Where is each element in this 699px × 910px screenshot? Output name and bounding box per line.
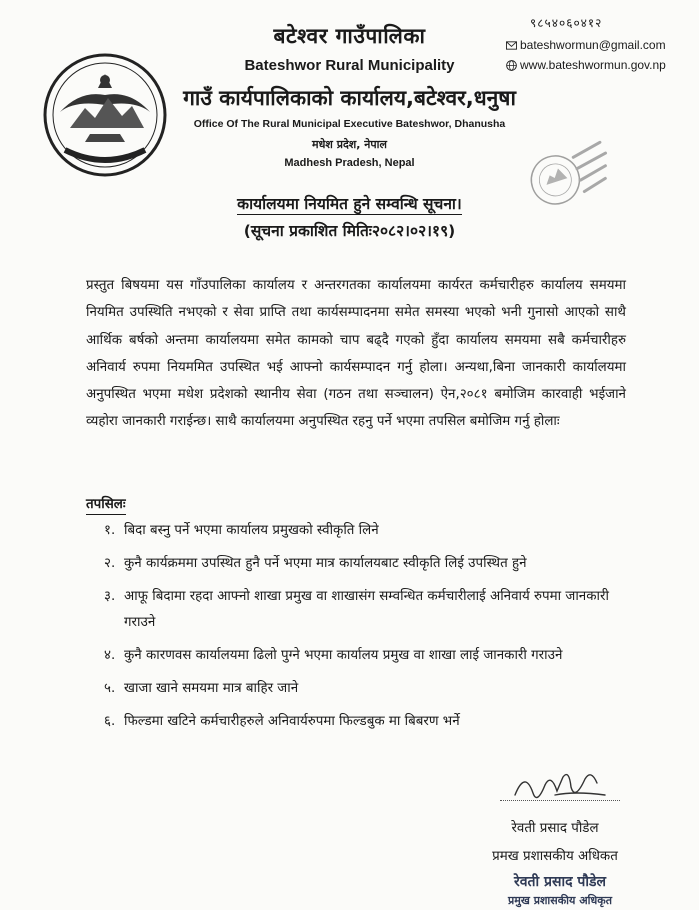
contact-website[interactable] xyxy=(506,58,666,72)
list-item-text: फिल्डमा खटिने कर्मचारीहरुले अनिवार्यरुपमा फिल्डबुक मा बिबरण भर्ने xyxy=(124,714,460,729)
list-item-number: ६. xyxy=(104,714,116,729)
list-item-text: खाजा खाने समयमा मात्र बाहिर जाने xyxy=(124,681,299,696)
globe-icon xyxy=(506,60,517,71)
list-item-text: कुनै कार्यक्रममा उपस्थित हुनै पर्ने भएमा मात्र कार्यालयबाट स्वीकृति लिई उपस्थित हुने xyxy=(124,556,527,571)
list-item xyxy=(104,518,644,544)
list-item-number: २. xyxy=(104,556,116,571)
contact-phone: ९८५४०६०४१२ xyxy=(530,16,603,30)
office-name-english: Office Of The Rural Municipal Executive Bateshwor, Dhanusha xyxy=(193,118,506,130)
notice-date: (सूचना प्रकाशित मितिः२०८२।०२।१९) xyxy=(243,222,456,240)
list-item xyxy=(104,551,644,577)
municipality-name-english: Bateshwor Rural Municipality xyxy=(244,57,455,74)
handwritten-signature xyxy=(505,765,615,810)
instruction-list xyxy=(104,518,644,742)
signatory-post: प्रमख प्रशासकीय अधिकत xyxy=(492,849,618,864)
municipality-name-nepali: बटेश्वर गाउँपालिका xyxy=(273,24,426,48)
notice-body: प्रस्तुत बिषयमा यस गाँउपालिका कार्यालय र अन्तरगतका कार्यालयमा कार्यरत कर्मचारीहरु कार्यालय समयमा नियमित उपस्थिति नभएको र सेवा प्राप्ति तथा कार्यसम्पादनमा समेत समस्या भएको भनी गुनासो आएको साथै आर्थिक बर्षको अन्तमा कार्यालयमा समेत कामको चाप बढ्दै गएको हुँदा कार्यालय समयमा सबै कर्मचारीहरु अनिवार्य रुपमा नियममित उपस्थित भई आफ्नो कार्यसम्पादन गर्नु होला। अन्यथा,बिना जानकारी कार्यालयमा अनुपस्थित भएमा मधेश प्रदेशको स्थानीय सेवा (गठन तथा सञ्चालन) ऐन,२०८१ बमोजिम कारवाही भईजाने व्यहोरा जानकारी गराईन्छ। साथै कार्यालयमा अनुपस्थित रहनु पर्ने भएमा तपसिल बमोजिम गर्नु होलाः xyxy=(86,278,626,430)
list-item xyxy=(104,676,644,702)
contact-email-text: bateshwormun@gmail.com xyxy=(520,38,666,52)
office-name-nepali: गाउँ कार्यपालिकाको कार्यालय,बटेश्वर,धनुषा xyxy=(183,86,516,110)
list-item xyxy=(104,643,644,669)
list-item-number: १. xyxy=(104,523,116,538)
list-item-number: ३. xyxy=(104,589,116,604)
signature-line xyxy=(500,800,620,801)
post-stamp: प्रमुख प्रशासकीय अधिकृत xyxy=(508,894,612,907)
notice-title xyxy=(0,192,699,214)
list-item-number: ४. xyxy=(104,648,116,663)
province-english: Madhesh Pradesh, Nepal xyxy=(284,157,415,169)
list-item-text: कुनै कारणवस कार्यालयमा ढिलो पुग्ने भएमा कार्यालय प्रमुख वा शाखा लाई जानकारी गराउने xyxy=(124,648,563,663)
list-item-text: बिदा बस्नु पर्ने भएमा कार्यालय प्रमुखको स्वीकृति लिने xyxy=(124,523,379,538)
province-nepali: मधेश प्रदेश, नेपाल xyxy=(312,138,387,151)
tapasil-label: तपसिलः xyxy=(86,496,126,515)
list-item-text: आफू बिदामा रहदा आफ्नो शाखा प्रमुख वा शाखासंग सम्वन्धित कर्मचारीलाई अनिवार्य रुपमा जानकारी गराउने xyxy=(124,589,609,630)
list-item-number: ५. xyxy=(104,681,116,696)
name-stamp: रेवती प्रसाद पौडेल xyxy=(514,874,606,890)
list-item xyxy=(104,584,644,636)
envelope-icon xyxy=(506,40,517,51)
contact-email[interactable] xyxy=(506,38,666,52)
notice-title-text: कार्यालयमा नियमित हुने सम्वन्धि सूचना। xyxy=(237,195,462,213)
list-item xyxy=(104,709,644,735)
signatory-name: रेवती प्रसाद पौडेल xyxy=(511,821,599,836)
contact-website-text: www.bateshwormun.gov.np xyxy=(520,58,666,72)
